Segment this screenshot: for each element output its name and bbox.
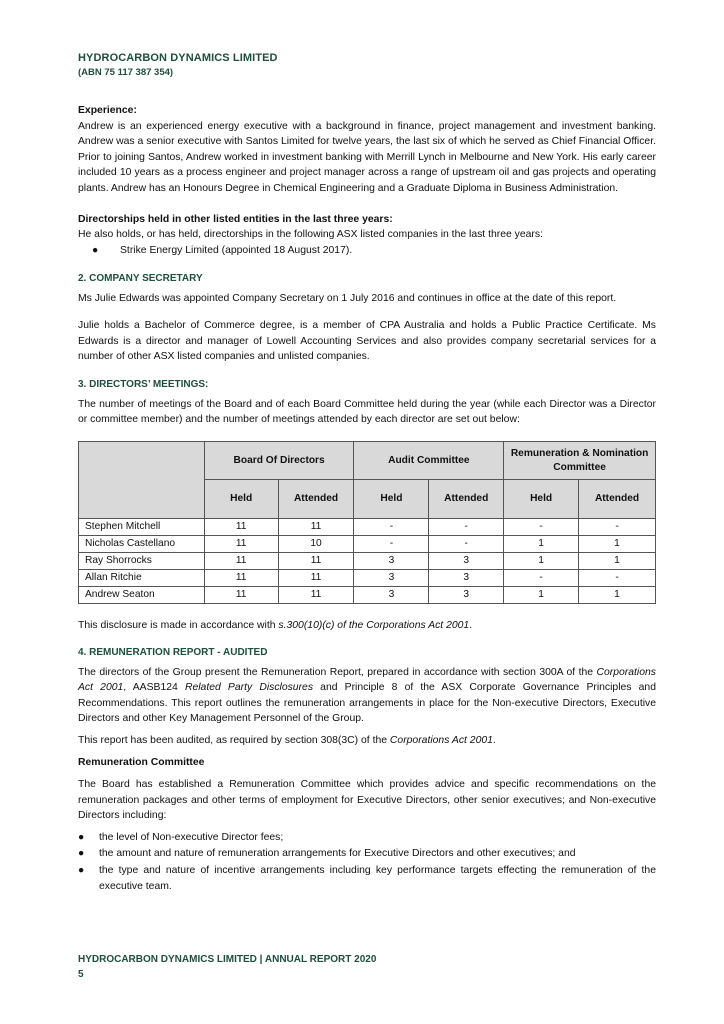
column-header: Held: [354, 480, 429, 519]
column-header: Held: [204, 480, 278, 519]
table-cell: 11: [204, 569, 278, 586]
table-cell: 11: [278, 518, 354, 535]
column-group-audit: Audit Committee: [354, 441, 504, 480]
table-cell: 1: [504, 586, 579, 603]
table-cell: 11: [204, 552, 278, 569]
column-header: Attended: [278, 480, 354, 519]
table-cell: 1: [504, 552, 579, 569]
remuneration-committee-heading: Remuneration Committee: [78, 757, 205, 769]
column-group-remuneration: Remuneration & Nomination Committee: [504, 441, 656, 480]
table-cell: 1: [579, 552, 656, 569]
table-corner-cell: [79, 441, 205, 518]
footer-title: HYDROCARBON DYNAMICS LIMITED | ANNUAL REPORT 2020: [78, 954, 377, 965]
column-header: Attended: [429, 480, 504, 519]
section-heading-directors-meetings: 3. DIRECTORS’ MEETINGS:: [78, 378, 209, 390]
table-cell: 3: [354, 569, 429, 586]
remuneration-paragraph-2: This report has been audited, as required by section 308(3C) of the Corporations Act 2001.: [78, 734, 496, 746]
directorships-intro: He also holds, or has held, directorships in the following ASX listed companies in the last three years:: [78, 229, 543, 241]
table-cell: 3: [429, 586, 504, 603]
column-header: Attended: [579, 480, 656, 519]
director-name: Nicholas Castellano: [79, 535, 205, 552]
section-heading-remuneration-report: 4. REMUNERATION REPORT - AUDITED: [78, 646, 268, 658]
table-cell: -: [429, 518, 504, 535]
table-row: [79, 535, 656, 552]
table-cell: -: [354, 518, 429, 535]
director-name: Andrew Seaton: [79, 586, 205, 603]
table-cell: 1: [579, 586, 656, 603]
directorships-list: [78, 243, 656, 259]
experience-text: Andrew is an experienced energy executive with a background in finance, project management and investment banking. Andrew was a senior executive with Santos Limited for twelve years, the last six of which he served as Chief Financial Officer. Prior to joining Santos, Andrew worked in investment banking with Merrill Lynch in Melbourne and New York. His early career included 10 years as a process engineer and project manager across a range of upstream oil and gas projects and operating plants. Andrew has an Honours Degree in Chemical Engineering and a Graduate Diploma in Business Administration.: [78, 120, 656, 194]
list-item: ● the type and nature of incentive arrangements including key performance targets effecting the remuneration of the executive team.: [78, 865, 656, 892]
table-cell: -: [504, 569, 579, 586]
table-cell: 11: [278, 586, 354, 603]
bullet-icon: ●: [92, 244, 99, 256]
table-cell: 11: [278, 569, 354, 586]
table-cell: 3: [354, 552, 429, 569]
column-group-board: Board Of Directors: [204, 441, 354, 480]
directorships-heading: Directorships held in other listed entities in the last three years:: [78, 213, 393, 225]
director-name: Stephen Mitchell: [79, 518, 205, 535]
table-row: [79, 552, 656, 569]
table-row: [79, 518, 656, 535]
remuneration-paragraph-1: The directors of the Group present the Remuneration Report, prepared in accordance with section 300A of the Corporations Act 2001, AASB124 Related Party Disclosures and Principle 8 of the ASX Corporate Governance Principles and Recommendations. This report outlines the remuneration arrangements in place for the Non-executive Directors, Executive Directors and other Key Management Personnel of the Group.: [78, 666, 656, 725]
meetings-table: [78, 441, 656, 604]
table-cell: 1: [579, 535, 656, 552]
bullet-icon: ●: [78, 865, 85, 877]
table-cell: 10: [278, 535, 354, 552]
table-cell: 3: [429, 569, 504, 586]
page-number: 5: [78, 969, 84, 980]
table-cell: 3: [429, 552, 504, 569]
list-item: ● the level of Non-executive Director fees;: [78, 830, 656, 846]
company-name: HYDROCARBON DYNAMICS LIMITED: [78, 52, 278, 64]
bullet-icon: ●: [78, 848, 85, 860]
section-heading-company-secretary: 2. COMPANY SECRETARY: [78, 273, 203, 285]
bullet-icon: ●: [78, 831, 85, 843]
director-name: Ray Shorrocks: [79, 552, 205, 569]
report-page: [78, 52, 656, 894]
table-cell: 11: [204, 535, 278, 552]
column-header: Held: [504, 480, 579, 519]
list-item: ● Strike Energy Limited (appointed 18 August 2017).: [78, 243, 656, 259]
company-abn: (ABN 75 117 387 354): [78, 67, 174, 78]
table-cell: -: [354, 535, 429, 552]
table-header-row: [79, 441, 656, 480]
table-cell: 11: [204, 586, 278, 603]
remuneration-committee-text: The Board has established a Remuneration Committee which provides advice and specific recommendations on the remuneration packages and other terms of employment for Executive Directors, other senior executives; and Non-executive Directors including:: [78, 779, 656, 822]
table-cell: 11: [278, 552, 354, 569]
table-cell: -: [504, 518, 579, 535]
table-row: [79, 569, 656, 586]
table-cell: 1: [504, 535, 579, 552]
director-name: Allan Ritchie: [79, 569, 205, 586]
meetings-intro: The number of meetings of the Board and of each Board Committee held during the year (while each Director was a Director or committee member) and the number of meetings attended by each director are set out below:: [78, 398, 656, 426]
table-row: [79, 586, 656, 603]
table-cell: 3: [354, 586, 429, 603]
table-cell: -: [579, 569, 656, 586]
secretary-paragraph-1: Ms Julie Edwards was appointed Company Secretary on 1 July 2016 and continues in office at the date of this report.: [78, 293, 617, 305]
disclosure-text: This disclosure is made in accordance with s.300(10)(c) of the Corporations Act 2001.: [78, 619, 473, 631]
secretary-paragraph-2: Julie holds a Bachelor of Commerce degree, is a member of CPA Australia and holds a Public Practice Certificate. Ms Edwards is a director and manager of Lowell Accounting Services and also provides company secretarial services for a number of other ASX listed companies and unlisted companies.: [78, 319, 656, 363]
table-cell: -: [429, 535, 504, 552]
remuneration-list: [78, 830, 656, 894]
experience-heading: Experience:: [78, 105, 137, 116]
table-cell: 11: [204, 518, 278, 535]
table-cell: -: [579, 518, 656, 535]
page-footer: [78, 952, 376, 982]
list-item: ● the amount and nature of remuneration arrangements for Executive Directors and other executives; and: [78, 846, 656, 862]
